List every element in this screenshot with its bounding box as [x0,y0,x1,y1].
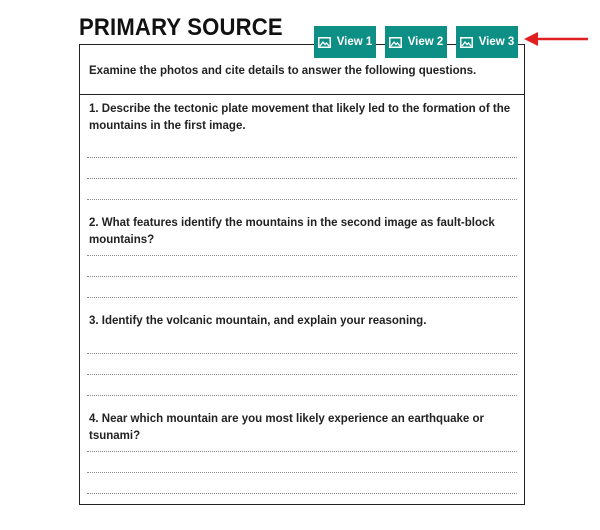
question-4: 4. Near which mountain are you most likely experience an earthquake or tsunami? [89,413,484,442]
answer-line[interactable] [87,353,517,354]
answer-line[interactable] [87,451,517,452]
view-1-tab[interactable] [314,26,376,58]
question-panel [79,44,525,505]
answer-line[interactable] [87,255,517,256]
answer-line[interactable] [87,374,517,375]
answer-line[interactable] [87,199,517,200]
question-2: 2. What features identify the mountains in the second image as fault-block mountains? [89,217,495,246]
tab-label: View 3 [478,36,515,48]
view-2-tab[interactable] [385,26,447,58]
answer-line[interactable] [87,157,517,158]
tab-label: View 2 [407,36,444,48]
instructions-text: Examine the photos and cite details to answer the following questions. [89,65,477,77]
question-1: 1. Describe the tectonic plate movement that likely led to the formation of the mountains in the first image. [89,103,511,132]
answer-line[interactable] [87,297,517,298]
answer-line[interactable] [87,276,517,277]
answer-line[interactable] [87,178,517,179]
tab-label: View 1 [336,36,373,48]
question-3: 3. Identify the volcanic mountain, and explain your reasoning. [89,315,427,327]
image-icon [389,37,402,48]
image-icon [460,37,473,48]
answer-line[interactable] [87,493,517,494]
view-3-tab[interactable] [456,26,518,58]
image-icon [318,37,331,48]
page-title: PRIMARY SOURCE [79,14,283,41]
answer-line[interactable] [87,472,517,473]
answer-line[interactable] [87,395,517,396]
pointer-arrow-icon [522,30,590,48]
